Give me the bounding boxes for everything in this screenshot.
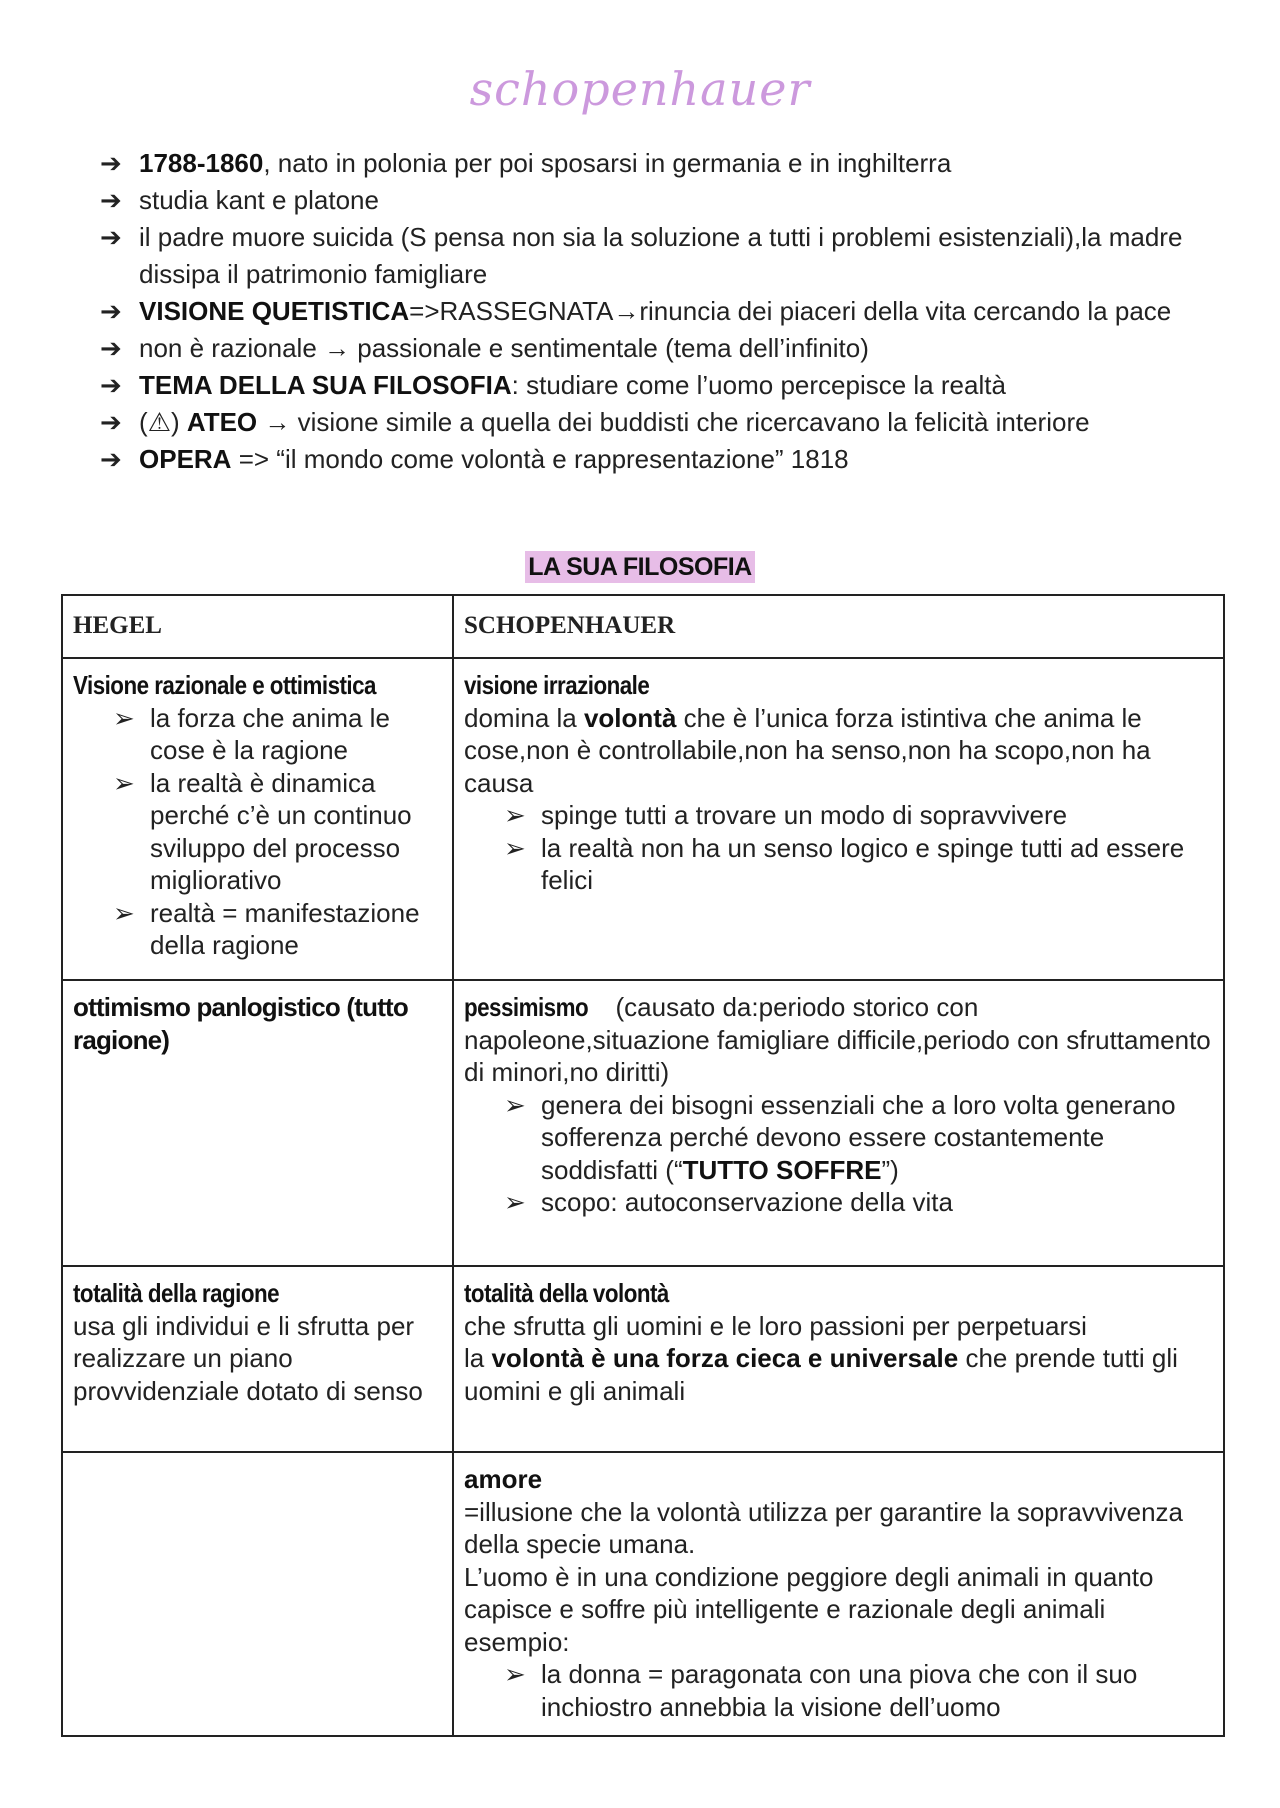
- page-title: schopenhauer: [469, 62, 811, 116]
- sub-list: [464, 1089, 1213, 1219]
- arrowhead-icon: ➢: [504, 1187, 526, 1217]
- cell-heading: totalità della ragione: [73, 1278, 280, 1308]
- sub-list: [73, 702, 442, 962]
- comparison-table: [61, 594, 1225, 1737]
- list-item: ➔ non è razionale → passionale e sentimentale (tema dell’infinito): [100, 330, 1210, 367]
- column-header-schopenhauer: SCHOPENHAUER: [453, 595, 1224, 658]
- table-row: [62, 1452, 1224, 1736]
- list-item: ➢ genera dei bisogni essenziali che a loro volta generano sofferenza perché devono essere costantemente soddisfatti (“TUTTO SOFFRE”): [504, 1089, 1176, 1185]
- warning-icon: (⚠): [139, 407, 187, 437]
- cell-heading: totalità della volontà: [464, 1278, 669, 1308]
- arrowhead-icon: ➢: [504, 1659, 526, 1689]
- list-item: ➔ OPERA => “il mondo come volontà e rappresentazione” 1818: [100, 441, 1210, 478]
- section-title: LA SUA FILOSOFIA: [0, 553, 1280, 582]
- list-item: ➔ TEMA DELLA SUA FILOSOFIA: studiare come l’uomo percepisce la realtà: [100, 367, 1210, 404]
- cell-heading: amore: [464, 1464, 543, 1494]
- table-row: [62, 658, 1224, 980]
- arrowhead-icon: ➢: [504, 832, 526, 863]
- arrow-right-icon: ➔: [100, 222, 122, 252]
- table-cell: [62, 980, 453, 1266]
- list-item: ➔ studia kant e platone: [100, 182, 1210, 219]
- table-cell-empty: [62, 1452, 453, 1736]
- list-item: ➢ la realtà è dinamica perché c’è un continuo sviluppo del processo migliorativo: [113, 767, 412, 895]
- arrow-right-icon: ➔: [100, 185, 122, 215]
- arrow-right-icon: ➔: [100, 296, 122, 326]
- list-item: ➔ (⚠) ATEO → visione simile a quella dei buddisti che ricercavano la felicità interiore: [100, 404, 1210, 441]
- cell-heading: ottimismo panlogistico (tutto ragione): [73, 992, 408, 1055]
- cell-heading: pessimismo: [464, 992, 589, 1022]
- table-cell: amore =illusione che la volontà utilizza per garantire la sopravvivenza della specie umana. L’uomo è in una condizione peggiore degli animali in quanto capisce e soffre più intelligente e razionale degli animali esempio: ➢ la donna = paragonata con una piova che con il suo inchiostro annebbia la visione dell’uomo: [453, 1452, 1224, 1736]
- list-item: ➔ il padre muore suicida (S pensa non sia la soluzione a tutti i problemi esistenziali),la madre dissipa il patrimonio famigliare: [100, 219, 1210, 293]
- column-header-hegel: HEGEL: [62, 595, 453, 658]
- arrow-right-icon: ➔: [100, 444, 122, 474]
- list-item: ➢ scopo: autoconservazione della vita: [504, 1187, 953, 1217]
- list-item: ➢ spinge tutti a trovare un modo di sopravvivere: [504, 800, 1068, 830]
- intro-bullet-list: [100, 145, 1210, 478]
- arrowhead-icon: ➢: [113, 767, 135, 798]
- arrow-right-icon: ➔: [100, 370, 122, 400]
- arrowhead-icon: ➢: [113, 702, 135, 733]
- table-cell: pessimismo (causato da:periodo storico con napoleone,situazione famigliare difficile,periodo con sfruttamento di minori,no diritti) ➢ genera dei bisogni essenziali che a loro volta generano sofferenza perché devono essere costantemente soddisfatti (“TUTTO SOFFRE”) ➢ scopo: autoconservazione della vita: [453, 980, 1224, 1266]
- table-cell: totalità della ragione usa gli individui e li sfrutta per realizzare un piano provvidenziale dotato di senso: [62, 1266, 453, 1452]
- list-item: ➔ VISIONE QUETISTICA=>RASSEGNATA→rinuncia dei piaceri della vita cercando la pace: [100, 293, 1210, 330]
- arrow-right-icon: ➔: [100, 407, 122, 437]
- table-header-row: [62, 595, 1224, 658]
- list-item: ➢ la forza che anima le cose è la ragione: [113, 702, 390, 765]
- table-row: [62, 1266, 1224, 1452]
- cell-heading: visione irrazionale: [464, 670, 650, 700]
- list-item: ➢ la donna = paragonata con una piova che con il suo inchiostro annebbia la visione dell’uomo: [504, 1659, 1138, 1722]
- arrowhead-icon: ➢: [504, 1089, 526, 1120]
- cell-heading: Visione razionale e ottimistica: [73, 670, 376, 700]
- arrowhead-icon: ➢: [113, 897, 135, 928]
- table-row: [62, 980, 1224, 1266]
- arrowhead-icon: ➢: [504, 800, 526, 830]
- arrow-right-icon: ➔: [100, 333, 122, 363]
- list-item: ➢ la realtà non ha un senso logico e spinge tutti ad essere felici: [504, 832, 1185, 895]
- sub-list: [464, 799, 1213, 897]
- table-cell: [62, 658, 453, 980]
- table-cell: visione irrazionale domina la volontà che è l’unica forza istintiva che anima le cose,non è controllabile,non ha senso,non ha scopo,non ha causa ➢ spinge tutti a trovare un modo di sopravvivere ➢ la realtà non ha un senso logico e spinge tutti ad essere felici: [453, 658, 1224, 980]
- table-cell: totalità della volontà che sfrutta gli uomini e le loro passioni per perpetuarsi la volontà è una forza cieca e universale che prende tutti gli uomini e gli animali: [453, 1266, 1224, 1452]
- list-item: ➔ 1788-1860, nato in polonia per poi sposarsi in germania e in inghilterra: [100, 145, 1210, 182]
- sub-list: [464, 1658, 1213, 1723]
- arrow-right-icon: ➔: [100, 148, 122, 178]
- list-item: ➢ realtà = manifestazione della ragione: [113, 897, 420, 960]
